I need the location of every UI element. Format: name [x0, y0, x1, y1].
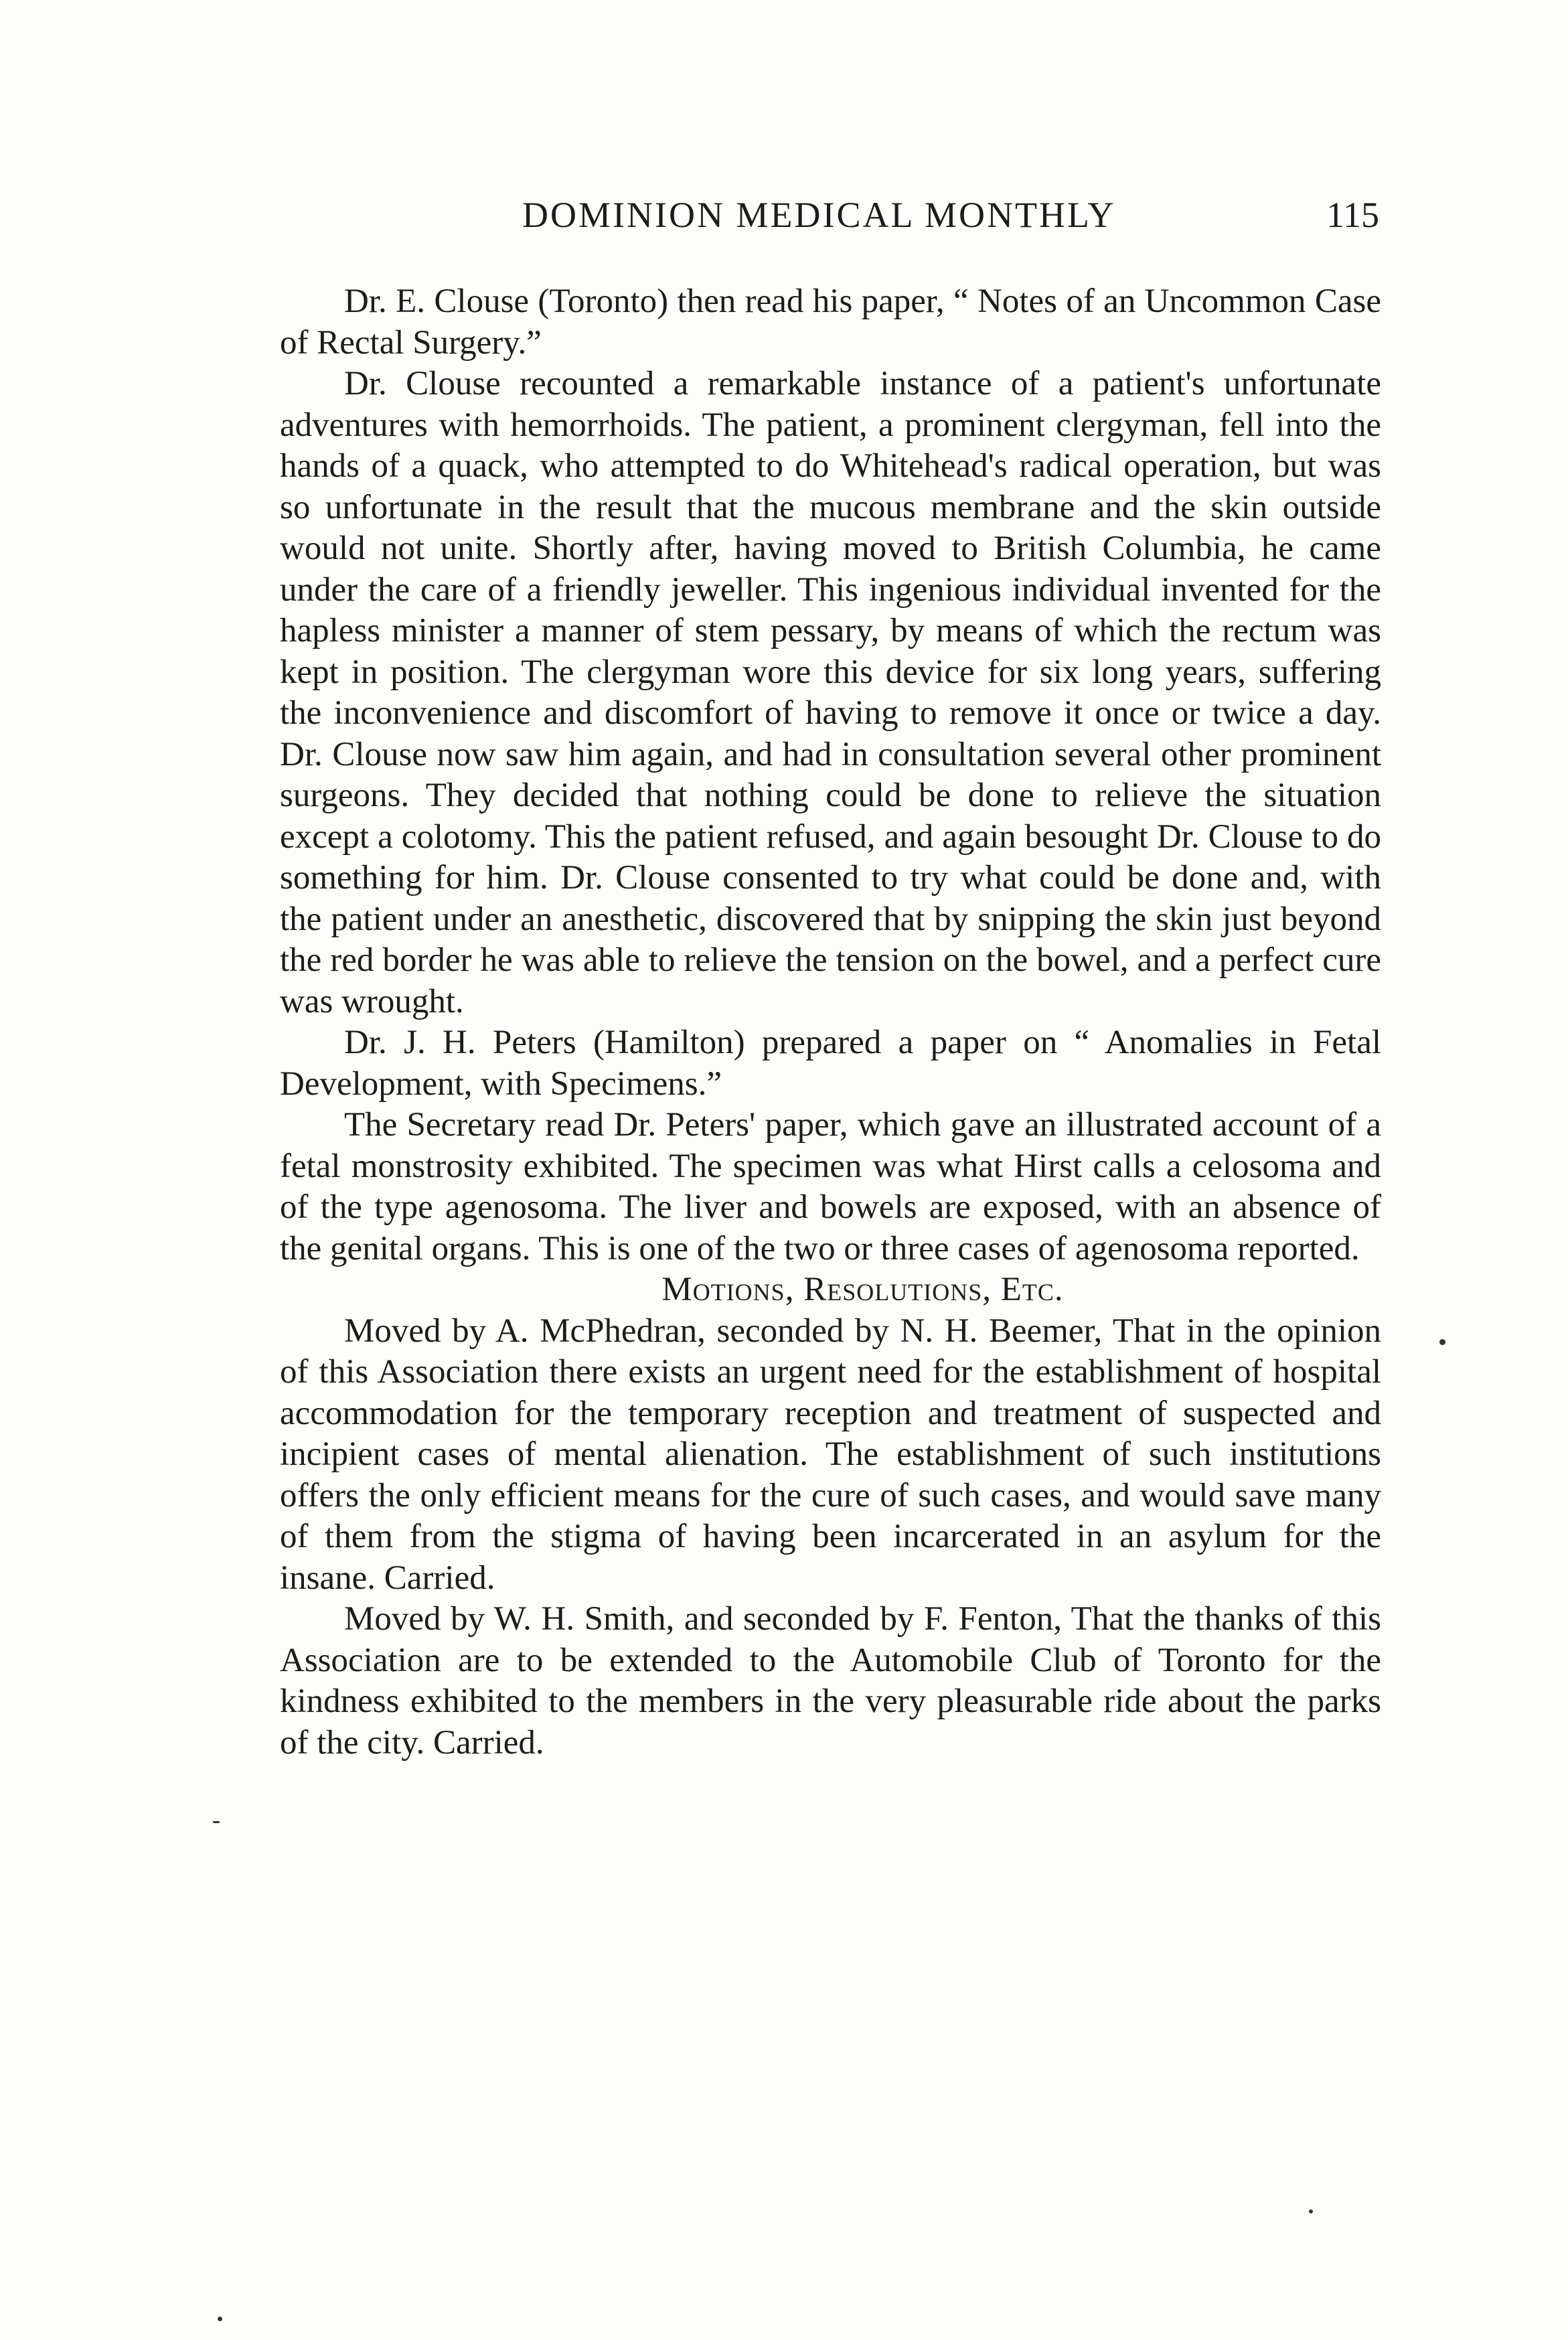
- paragraph-secretary-read: The Secretary read Dr. Peters' paper, which gave an illustrated account of a fetal monstrosity exhibited. The specimen was what Hirst calls a celosoma and of the type agenosoma. The liver and bowels are exposed, with an absence of the genital organs. This is one of the two or three cases of agenosoma reported.: [280, 1106, 1381, 1267]
- ink-speck: [213, 1821, 220, 1823]
- ink-speck: [1309, 2209, 1313, 2213]
- paragraph-peters-paper: Dr. J. H. Peters (Hamilton) prepared a paper on “ Anomalies in Fetal Development, with Specimens.”: [280, 1024, 1381, 1103]
- ink-speck: [1439, 1339, 1445, 1345]
- paragraph-clouse-case: Dr. Clouse recounted a remarkable instance of a patient's unfortunate adventures with hemorrhoids. The patient, a prominent clergyman, fell into the hands of a quack, who attempted to do Whitehead's radical operation, but was so unfortunate in the result that the mucous membrane and the skin outside would not unite. Shortly after, having moved to British Columbia, he came under the care of a friendly jeweller. This ingenious individual invented for the hapless minister a manner of stem pessary, by means of which the rectum was kept in position. The clergyman wore this device for six long years, suffering the inconvenience and discomfort of having to remove it once or twice a day. Dr. Clouse now saw him again, and had in consultation several other prominent surgeons. They decided that nothing could be done to relieve the situation except a colotomy. This the patient refused, and again besought Dr. Clouse to do something for him. Dr. Clouse consented to try what could be done and, with the patient under an anesthetic, discovered that by snipping the skin just beyond the red border he was able to relieve the tension on the bowel, and a perfect cure was wrought.: [280, 365, 1381, 1020]
- section-heading: Motions, Resolutions, Etc.: [661, 1271, 1064, 1308]
- motion-smith: Moved by W. H. Smith, and seconded by F. Fenton, That the thanks of this Association are to be extended to the Automobile Club of Toronto for the kindness exhibited to the members in the very pleasurable ride about the parks of the city. Carried.: [280, 1600, 1381, 1762]
- page-header: [335, 194, 1379, 254]
- paragraph-clouse-paper: Dr. E. Clouse (Toronto) then read his paper, “ Notes of an Uncommon Case of Rectal Surgery.”: [280, 283, 1381, 362]
- motion-mcphedran: Moved by A. McPhedran, seconded by N. H. Beemer, That in the opinion of this Association there exists an urgent need for the establishment of hospital accommodation for the temporary reception and treatment of suspected and incipient cases of mental alienation. The establishment of such institutions offers the only efficient means for the cure of such cases, and would save many of them from the stigma of having been incarcerated in an asylum for the insane. Carried.: [280, 1312, 1381, 1597]
- running-title: DOMINION MEDICAL MONTHLY: [522, 195, 1116, 235]
- page-number: 115: [1326, 195, 1379, 235]
- ink-speck: [218, 2317, 222, 2321]
- body-text: [280, 281, 1381, 1764]
